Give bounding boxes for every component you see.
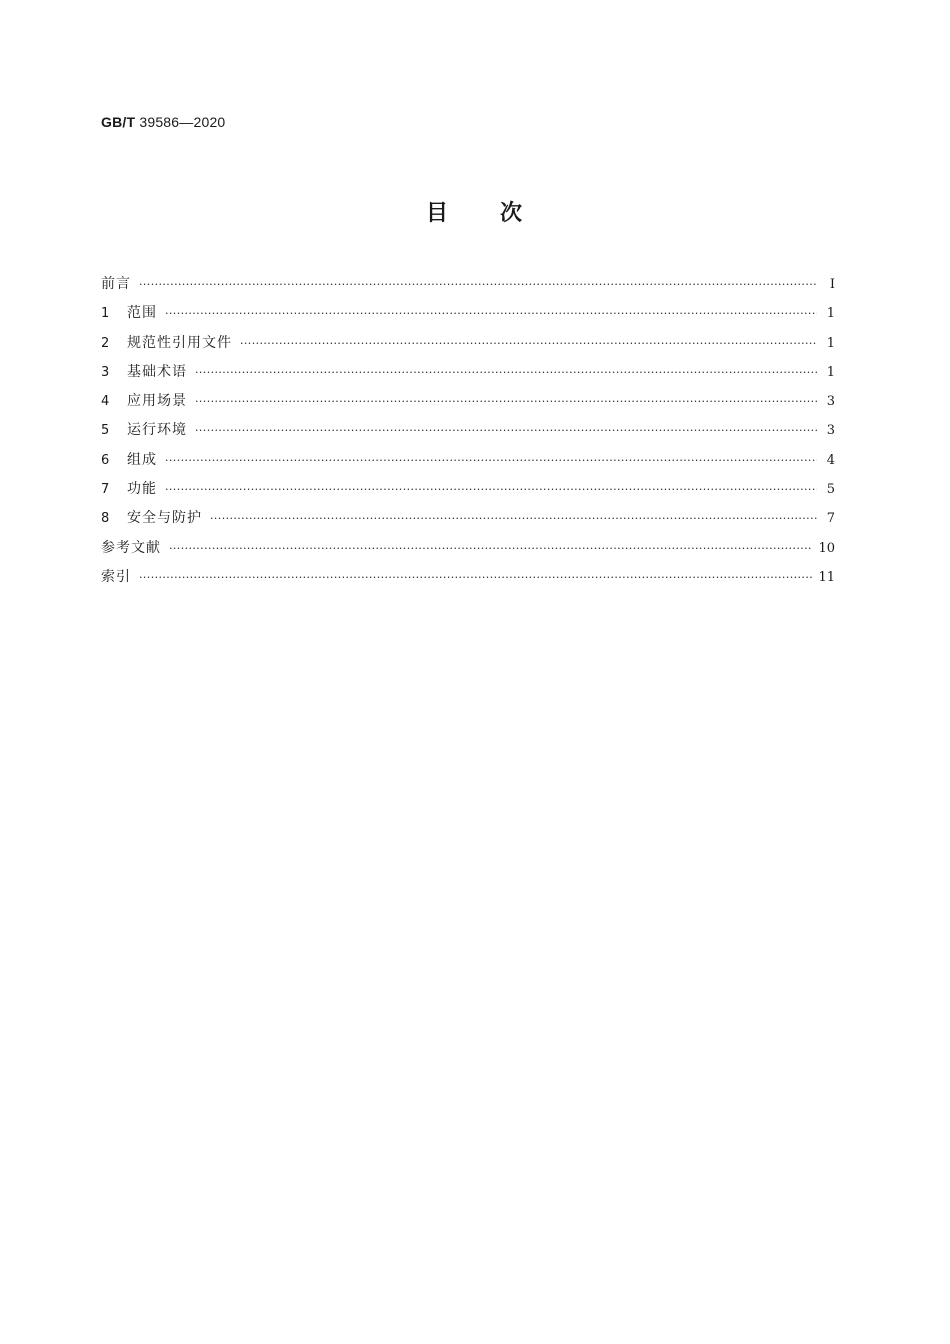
toc-entry-label: 安全与防护 — [127, 510, 202, 527]
toc-entry-page: 1 — [826, 335, 835, 351]
standard-number — [101, 114, 225, 130]
toc-leader-dots — [139, 563, 812, 592]
toc-leader-dots — [195, 387, 817, 416]
toc-entry-number: 5 — [101, 423, 110, 439]
page-title — [0, 196, 950, 227]
toc-entry-number: 4 — [101, 394, 110, 410]
page-title-char-2: 次 — [500, 201, 525, 226]
toc-leader-dots — [165, 475, 817, 504]
toc-leader-dots — [165, 446, 817, 475]
toc-entry-label: 前言 — [101, 276, 131, 292]
toc-entry-label: 索引 — [101, 568, 131, 585]
toc-leader-dots — [195, 358, 817, 387]
toc-entry-page: 3 — [826, 423, 835, 439]
toc-entry-number: 7 — [101, 482, 110, 498]
toc-entry-number: 1 — [101, 306, 110, 322]
toc-entry-page: 4 — [826, 452, 835, 468]
toc-entry-page: 1 — [826, 364, 835, 380]
toc-entry-application-scenarios[interactable] — [101, 387, 835, 416]
toc-leader-dots — [240, 329, 817, 358]
toc-leader-dots — [195, 416, 817, 445]
toc-entry-label: 基础术语 — [127, 363, 187, 380]
toc-entry-label: 组成 — [127, 451, 157, 468]
toc-entry-foreword[interactable] — [101, 270, 835, 299]
toc-leader-dots — [139, 270, 817, 299]
toc-entry-security-protection[interactable] — [101, 504, 835, 533]
toc-leader-dots — [169, 534, 812, 563]
toc-entry-page: 5 — [826, 482, 835, 498]
toc-entry-label: 规范性引用文件 — [127, 334, 232, 351]
toc-entry-number: 2 — [101, 335, 110, 351]
toc-leader-dots — [165, 299, 817, 328]
toc-leader-dots — [210, 504, 817, 533]
toc-entry-operating-environment[interactable] — [101, 416, 835, 445]
toc-entry-composition[interactable] — [101, 446, 835, 475]
page-title-char-1: 目 — [425, 201, 450, 226]
standard-number-value: 39586—2020 — [139, 114, 226, 130]
toc-entry-index[interactable] — [101, 563, 835, 592]
toc-entry-page: 10 — [818, 540, 835, 556]
toc-entry-functions[interactable] — [101, 475, 835, 504]
toc-entry-label: 参考文献 — [101, 539, 161, 556]
toc-entry-number: 6 — [101, 452, 110, 468]
toc-entry-label: 范围 — [127, 305, 157, 322]
toc-entry-label: 应用场景 — [127, 393, 187, 410]
toc-entry-bibliography[interactable] — [101, 534, 835, 563]
toc-entry-page: 11 — [818, 569, 835, 585]
toc-entry-number: 3 — [101, 364, 110, 380]
table-of-contents — [101, 270, 835, 592]
toc-entry-normative-references[interactable] — [101, 329, 835, 358]
toc-entry-number: 8 — [101, 511, 110, 527]
toc-entry-scope[interactable] — [101, 299, 835, 328]
toc-entry-page: 7 — [826, 511, 835, 527]
toc-entry-page: 3 — [826, 394, 835, 410]
toc-entry-page: 1 — [826, 306, 835, 322]
toc-entry-basic-terms[interactable] — [101, 358, 835, 387]
toc-entry-label: 运行环境 — [127, 422, 187, 439]
standard-code: GB/T — [101, 114, 136, 130]
toc-entry-label: 功能 — [127, 481, 157, 498]
toc-entry-page: Ⅰ — [829, 277, 835, 292]
